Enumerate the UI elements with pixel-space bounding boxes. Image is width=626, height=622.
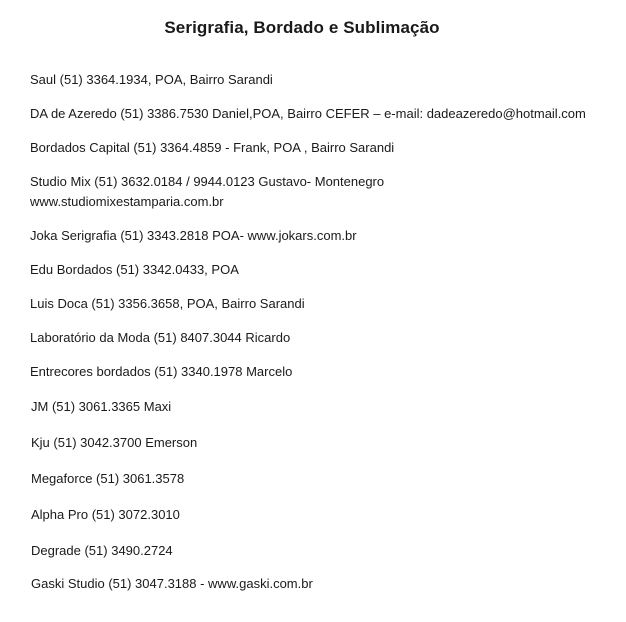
contact-entry-jm: JM (51) 3061.3365 Maxi xyxy=(31,399,172,414)
contact-entry-studio-mix-website: www.studiomixestamparia.com.br xyxy=(30,194,224,209)
contact-entry-laboratorio-da-moda: Laboratório da Moda (51) 8407.3044 Ricardo xyxy=(30,330,291,345)
contact-entry-edu-bordados: Edu Bordados (51) 3342.0433, POA xyxy=(30,262,239,277)
contact-entry-da-de-azeredo: DA de Azeredo (51) 3386.7530 Daniel,POA, Bairro CEFER – e-mail: dadeazeredo@hotmail.com xyxy=(30,106,586,121)
contact-entry-alpha-pro: Alpha Pro (51) 3072.3010 xyxy=(31,507,180,522)
contact-entry-studio-mix: Studio Mix (51) 3632.0184 / 9944.0123 Gustavo- Montenegro xyxy=(30,174,385,189)
contact-entry-kju: Kju (51) 3042.3700 Emerson xyxy=(31,435,198,450)
contact-entry-gaski-studio: Gaski Studio (51) 3047.3188 - www.gaski.com.br xyxy=(31,576,313,591)
contact-entry-saul: Saul (51) 3364.1934, POA, Bairro Sarandi xyxy=(30,72,273,87)
page-title: Serigrafia, Bordado e Sublimação xyxy=(164,18,440,37)
contact-entry-bordados-capital: Bordados Capital (51) 3364.4859 - Frank, POA , Bairro Sarandi xyxy=(30,140,395,155)
contact-entry-degrade: Degrade (51) 3490.2724 xyxy=(31,543,173,558)
contact-entry-luis-doca: Luis Doca (51) 3356.3658, POA, Bairro Sarandi xyxy=(30,296,305,311)
contact-entry-megaforce: Megaforce (51) 3061.3578 xyxy=(31,471,185,486)
contact-entry-entrecores-bordados: Entrecores bordados (51) 3340.1978 Marcelo xyxy=(30,364,293,379)
contact-entry-joka-serigrafia: Joka Serigrafia (51) 3343.2818 POA- www.jokars.com.br xyxy=(30,228,357,243)
